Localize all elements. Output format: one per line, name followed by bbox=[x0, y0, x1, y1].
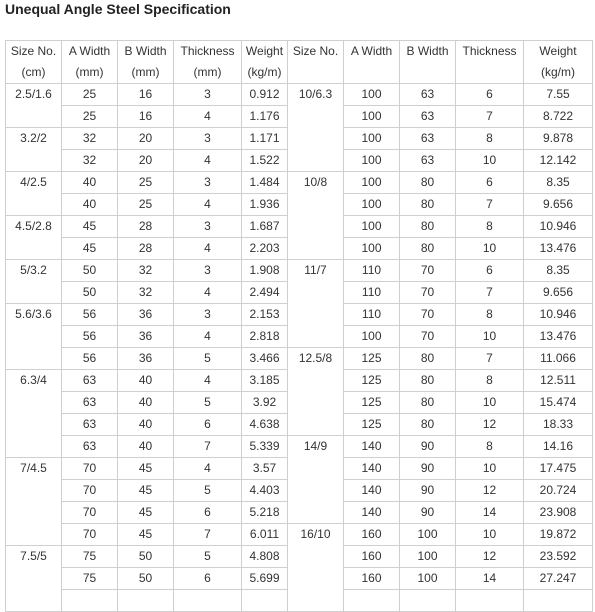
table-cell: 7 bbox=[174, 436, 242, 458]
table-cell: 19.872 bbox=[524, 524, 593, 546]
table-cell: 7 bbox=[456, 348, 524, 370]
table-cell: 12 bbox=[456, 414, 524, 436]
table-cell: 100 bbox=[344, 216, 400, 238]
table-cell: 12.511 bbox=[524, 370, 593, 392]
table-cell: 9.656 bbox=[524, 194, 593, 216]
header-unit-row bbox=[6, 62, 593, 84]
table-cell: 125 bbox=[344, 348, 400, 370]
size-cell: 7.5/5 bbox=[6, 546, 62, 612]
table-cell: 13.476 bbox=[524, 238, 593, 260]
table-cell: 90 bbox=[400, 436, 456, 458]
table-cell: 3.466 bbox=[242, 348, 288, 370]
table-cell: 40 bbox=[62, 172, 118, 194]
table-row bbox=[6, 436, 593, 458]
size-cell: 2.5/1.6 bbox=[6, 84, 62, 128]
table-cell: 50 bbox=[62, 282, 118, 304]
table-cell: 63 bbox=[62, 436, 118, 458]
table-cell: 100 bbox=[400, 568, 456, 590]
table-cell: 13.476 bbox=[524, 326, 593, 348]
table-cell: 63 bbox=[400, 84, 456, 106]
table-cell: 25 bbox=[118, 194, 174, 216]
spec-table bbox=[5, 40, 593, 612]
table-cell: 32 bbox=[62, 150, 118, 172]
table-cell: 10.946 bbox=[524, 304, 593, 326]
table-cell: 110 bbox=[344, 282, 400, 304]
table-cell: 1.936 bbox=[242, 194, 288, 216]
table-cell: 1.522 bbox=[242, 150, 288, 172]
table-cell: 3 bbox=[174, 172, 242, 194]
table-cell: 6 bbox=[174, 502, 242, 524]
table-cell: 27.247 bbox=[524, 568, 593, 590]
table-cell: 7 bbox=[456, 282, 524, 304]
table-cell: 8.35 bbox=[524, 260, 593, 282]
table-cell: 80 bbox=[400, 348, 456, 370]
table-cell: 6.011 bbox=[242, 524, 288, 546]
table-cell: 25 bbox=[118, 172, 174, 194]
table-cell: 10 bbox=[456, 524, 524, 546]
table-cell: 10 bbox=[456, 326, 524, 348]
column-unit: (kg/m) bbox=[524, 62, 593, 84]
table-cell: 45 bbox=[62, 216, 118, 238]
table-cell: 8 bbox=[456, 304, 524, 326]
column-unit: (cm) bbox=[6, 62, 62, 84]
table-cell: 15.474 bbox=[524, 392, 593, 414]
table-cell: 3 bbox=[174, 260, 242, 282]
table-cell: 63 bbox=[62, 414, 118, 436]
table-cell: 63 bbox=[400, 150, 456, 172]
table-cell: 6 bbox=[456, 172, 524, 194]
table-cell: 4.403 bbox=[242, 480, 288, 502]
table-cell: 70 bbox=[400, 260, 456, 282]
table-cell: 50 bbox=[118, 546, 174, 568]
table-cell: 12.142 bbox=[524, 150, 593, 172]
table-cell: 160 bbox=[344, 546, 400, 568]
table-cell: 70 bbox=[62, 502, 118, 524]
size-cell: 3.2/2 bbox=[6, 128, 62, 172]
table-cell: 16 bbox=[118, 106, 174, 128]
table-cell: 8 bbox=[456, 370, 524, 392]
table-cell: 14.16 bbox=[524, 436, 593, 458]
column-unit bbox=[400, 62, 456, 84]
table-cell: 2.203 bbox=[242, 238, 288, 260]
table-cell: 45 bbox=[118, 458, 174, 480]
column-unit bbox=[456, 62, 524, 84]
column-header: Size No. bbox=[288, 41, 344, 63]
table-cell: 18.33 bbox=[524, 414, 593, 436]
table-cell: 10.946 bbox=[524, 216, 593, 238]
table-cell bbox=[118, 590, 174, 612]
table-cell: 4 bbox=[174, 370, 242, 392]
table-cell: 3 bbox=[174, 128, 242, 150]
table-cell: 5 bbox=[174, 392, 242, 414]
table-cell: 90 bbox=[400, 458, 456, 480]
table-cell: 6 bbox=[174, 568, 242, 590]
table-cell: 4 bbox=[174, 194, 242, 216]
table-cell: 140 bbox=[344, 458, 400, 480]
table-cell: 63 bbox=[400, 128, 456, 150]
table-cell: 12 bbox=[456, 546, 524, 568]
table-cell: 10 bbox=[456, 458, 524, 480]
table-cell: 45 bbox=[118, 524, 174, 546]
table-cell: 70 bbox=[62, 524, 118, 546]
table-cell: 63 bbox=[62, 392, 118, 414]
table-cell: 20.724 bbox=[524, 480, 593, 502]
table-cell: 36 bbox=[118, 326, 174, 348]
header-row bbox=[6, 41, 593, 63]
table-cell: 8 bbox=[456, 216, 524, 238]
table-cell: 4 bbox=[174, 238, 242, 260]
table-cell: 8 bbox=[456, 128, 524, 150]
table-cell: 7.55 bbox=[524, 84, 593, 106]
column-unit bbox=[344, 62, 400, 84]
table-cell: 80 bbox=[400, 414, 456, 436]
table-cell bbox=[174, 590, 242, 612]
table-cell: 125 bbox=[344, 414, 400, 436]
table-cell: 80 bbox=[400, 194, 456, 216]
table-cell: 32 bbox=[62, 128, 118, 150]
table-cell: 100 bbox=[344, 150, 400, 172]
table-cell: 100 bbox=[344, 238, 400, 260]
size-cell: 5/3.2 bbox=[6, 260, 62, 304]
table-cell: 4 bbox=[174, 458, 242, 480]
table-cell: 32 bbox=[118, 282, 174, 304]
table-cell: 28 bbox=[118, 216, 174, 238]
table-cell: 2.153 bbox=[242, 304, 288, 326]
table-cell: 3.57 bbox=[242, 458, 288, 480]
table-cell: 7 bbox=[174, 524, 242, 546]
table-cell: 9.656 bbox=[524, 282, 593, 304]
table-cell: 4 bbox=[174, 150, 242, 172]
table-cell: 32 bbox=[118, 260, 174, 282]
table-cell: 5.339 bbox=[242, 436, 288, 458]
table-cell: 4 bbox=[174, 106, 242, 128]
table-cell: 14 bbox=[456, 502, 524, 524]
table-cell: 70 bbox=[62, 480, 118, 502]
table-cell: 1.171 bbox=[242, 128, 288, 150]
table-cell: 9.878 bbox=[524, 128, 593, 150]
table-cell: 23.908 bbox=[524, 502, 593, 524]
table-cell: 4.638 bbox=[242, 414, 288, 436]
table-cell: 8 bbox=[456, 436, 524, 458]
table-cell: 50 bbox=[62, 260, 118, 282]
table-cell: 160 bbox=[344, 568, 400, 590]
table-cell: 90 bbox=[400, 480, 456, 502]
table-cell: 10 bbox=[456, 392, 524, 414]
table-cell: 25 bbox=[62, 84, 118, 106]
table-cell: 75 bbox=[62, 546, 118, 568]
table-cell: 70 bbox=[62, 458, 118, 480]
table-cell: 5 bbox=[174, 348, 242, 370]
table-cell: 10 bbox=[456, 150, 524, 172]
size-cell: 14/9 bbox=[288, 436, 344, 524]
size-cell: 4.5/2.8 bbox=[6, 216, 62, 260]
table-cell: 7 bbox=[456, 194, 524, 216]
table-cell: 100 bbox=[344, 128, 400, 150]
column-header: Size No. bbox=[6, 41, 62, 63]
table-cell: 110 bbox=[344, 304, 400, 326]
table-cell: 63 bbox=[62, 370, 118, 392]
table-cell: 6 bbox=[174, 414, 242, 436]
size-cell: 12.5/8 bbox=[288, 348, 344, 436]
size-cell: 11/7 bbox=[288, 260, 344, 348]
size-cell: 6.3/4 bbox=[6, 370, 62, 458]
column-unit: (mm) bbox=[62, 62, 118, 84]
table-cell: 90 bbox=[400, 502, 456, 524]
table-cell: 140 bbox=[344, 502, 400, 524]
table-cell: 6 bbox=[456, 84, 524, 106]
table-row bbox=[6, 260, 593, 282]
size-cell: 10/8 bbox=[288, 172, 344, 260]
table-cell bbox=[344, 590, 400, 612]
table-row bbox=[6, 524, 593, 546]
table-cell: 3.185 bbox=[242, 370, 288, 392]
table-cell: 100 bbox=[344, 194, 400, 216]
table-cell: 40 bbox=[118, 414, 174, 436]
table-cell: 63 bbox=[400, 106, 456, 128]
table-cell: 56 bbox=[62, 304, 118, 326]
column-unit bbox=[288, 62, 344, 84]
table-cell: 100 bbox=[400, 524, 456, 546]
table-cell: 45 bbox=[118, 502, 174, 524]
column-header: A Width bbox=[344, 41, 400, 63]
column-unit: (mm) bbox=[118, 62, 174, 84]
table-cell: 3.92 bbox=[242, 392, 288, 414]
size-cell: 10/6.3 bbox=[288, 84, 344, 172]
table-cell: 110 bbox=[344, 260, 400, 282]
table-cell: 40 bbox=[62, 194, 118, 216]
table-cell: 5 bbox=[174, 480, 242, 502]
table-cell: 80 bbox=[400, 238, 456, 260]
table-cell: 23.592 bbox=[524, 546, 593, 568]
table-cell: 40 bbox=[118, 392, 174, 414]
table-cell: 140 bbox=[344, 480, 400, 502]
table-cell: 28 bbox=[118, 238, 174, 260]
table-cell: 17.475 bbox=[524, 458, 593, 480]
table-cell: 10 bbox=[456, 238, 524, 260]
table-cell: 50 bbox=[118, 568, 174, 590]
table-cell: 45 bbox=[118, 480, 174, 502]
table-cell bbox=[242, 590, 288, 612]
table-cell: 40 bbox=[118, 370, 174, 392]
table-cell: 20 bbox=[118, 128, 174, 150]
table-cell: 12 bbox=[456, 480, 524, 502]
table-cell: 70 bbox=[400, 282, 456, 304]
table-cell: 80 bbox=[400, 392, 456, 414]
table-cell: 4 bbox=[174, 326, 242, 348]
table-cell: 3 bbox=[174, 84, 242, 106]
table-cell: 140 bbox=[344, 436, 400, 458]
table-cell: 80 bbox=[400, 172, 456, 194]
table-cell: 80 bbox=[400, 216, 456, 238]
table-cell: 5.218 bbox=[242, 502, 288, 524]
table-cell: 11.066 bbox=[524, 348, 593, 370]
size-cell: 7/4.5 bbox=[6, 458, 62, 546]
size-cell: 16/10 bbox=[288, 524, 344, 612]
table-cell: 5.699 bbox=[242, 568, 288, 590]
column-unit: (mm) bbox=[174, 62, 242, 84]
table-cell: 8.35 bbox=[524, 172, 593, 194]
table-cell: 5 bbox=[174, 546, 242, 568]
table-cell: 1.484 bbox=[242, 172, 288, 194]
column-header: Thickness bbox=[456, 41, 524, 63]
column-header: A Width bbox=[62, 41, 118, 63]
table-cell: 3 bbox=[174, 304, 242, 326]
table-cell: 2.494 bbox=[242, 282, 288, 304]
table-cell: 36 bbox=[118, 348, 174, 370]
table-cell: 20 bbox=[118, 150, 174, 172]
table-cell: 3 bbox=[174, 216, 242, 238]
table-cell: 14 bbox=[456, 568, 524, 590]
table-cell: 56 bbox=[62, 326, 118, 348]
table-cell: 16 bbox=[118, 84, 174, 106]
table-cell: 4.808 bbox=[242, 546, 288, 568]
table-cell: 75 bbox=[62, 568, 118, 590]
column-header: B Width bbox=[118, 41, 174, 63]
table-cell: 40 bbox=[118, 436, 174, 458]
table-cell: 100 bbox=[344, 172, 400, 194]
table-cell: 125 bbox=[344, 392, 400, 414]
table-cell: 8.722 bbox=[524, 106, 593, 128]
table-cell: 0.912 bbox=[242, 84, 288, 106]
table-cell bbox=[524, 590, 593, 612]
column-header: Thickness bbox=[174, 41, 242, 63]
size-cell: 4/2.5 bbox=[6, 172, 62, 216]
table-cell: 1.687 bbox=[242, 216, 288, 238]
table-row bbox=[6, 84, 593, 106]
page-title: Unequal Angle Steel Specification bbox=[5, 1, 231, 17]
size-cell: 5.6/3.6 bbox=[6, 304, 62, 370]
table-cell: 7 bbox=[456, 106, 524, 128]
column-header: Weight bbox=[524, 41, 593, 63]
table-cell: 25 bbox=[62, 106, 118, 128]
table-row bbox=[6, 172, 593, 194]
table-cell: 45 bbox=[62, 238, 118, 260]
table-row bbox=[6, 348, 593, 370]
table-cell bbox=[456, 590, 524, 612]
table-cell: 125 bbox=[344, 370, 400, 392]
table-cell: 1.176 bbox=[242, 106, 288, 128]
table-cell bbox=[62, 590, 118, 612]
table-cell: 100 bbox=[344, 106, 400, 128]
table-cell: 6 bbox=[456, 260, 524, 282]
table-cell: 100 bbox=[344, 326, 400, 348]
table-cell: 160 bbox=[344, 524, 400, 546]
table-cell: 70 bbox=[400, 304, 456, 326]
column-header: B Width bbox=[400, 41, 456, 63]
table-cell: 100 bbox=[344, 84, 400, 106]
table-cell: 2.818 bbox=[242, 326, 288, 348]
table-cell: 100 bbox=[400, 546, 456, 568]
table-cell: 56 bbox=[62, 348, 118, 370]
table-cell bbox=[400, 590, 456, 612]
table-cell: 70 bbox=[400, 326, 456, 348]
column-header: Weight bbox=[242, 41, 288, 63]
table-cell: 80 bbox=[400, 370, 456, 392]
table-cell: 1.908 bbox=[242, 260, 288, 282]
table-cell: 36 bbox=[118, 304, 174, 326]
column-unit: (kg/m) bbox=[242, 62, 288, 84]
table-cell: 4 bbox=[174, 282, 242, 304]
